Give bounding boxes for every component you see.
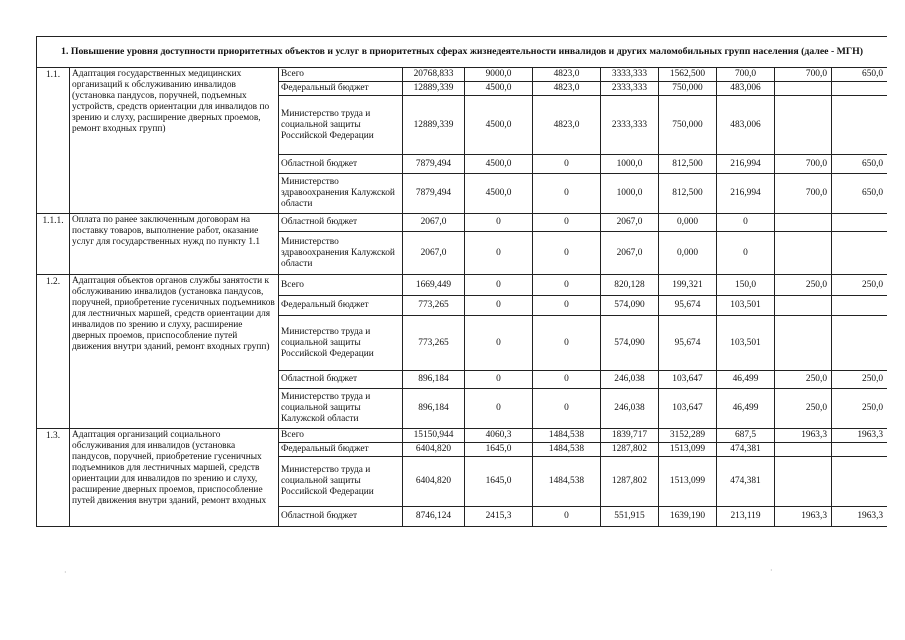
year-value-cell: 483,006 — [717, 96, 775, 155]
year-value-cell: 700,0 — [775, 155, 832, 174]
year-value-cell: 1513,099 — [659, 457, 717, 507]
year-value-cell: 95,674 — [659, 296, 717, 316]
year-value-cell: 0 — [533, 232, 601, 275]
year-value-cell — [832, 96, 888, 155]
total-value-cell: 8746,124 — [403, 507, 465, 527]
item-number: 1.1.1. — [37, 214, 70, 275]
year-value-cell: 46,499 — [717, 389, 775, 429]
year-value-cell: 0 — [717, 232, 775, 275]
year-value-cell — [832, 82, 888, 96]
total-value-cell: 12889,339 — [403, 82, 465, 96]
funding-source: Областной бюджет — [279, 214, 403, 232]
year-value-cell: 250,0 — [832, 371, 888, 389]
year-value-cell: 650,0 — [832, 174, 888, 214]
year-value-cell: 700,0 — [775, 174, 832, 214]
year-value-cell: 46,499 — [717, 371, 775, 389]
funding-source: Всего — [279, 275, 403, 296]
year-value-cell — [775, 232, 832, 275]
year-value-cell: 103,647 — [659, 371, 717, 389]
year-value-cell: 0 — [533, 155, 601, 174]
year-value-cell — [832, 316, 888, 371]
funding-source: Министерство здравоохранения Калужской области — [279, 174, 403, 214]
year-value-cell: 574,090 — [601, 296, 659, 316]
year-value-cell: 1963,3 — [832, 507, 888, 527]
table-row — [37, 275, 888, 296]
year-value-cell: 650,0 — [832, 155, 888, 174]
funding-source: Всего — [279, 68, 403, 82]
item-number: 1.3. — [37, 429, 70, 527]
year-value-cell: 0 — [533, 275, 601, 296]
budget-table — [36, 36, 887, 527]
scan-artifact: · — [64, 568, 67, 577]
year-value-cell — [832, 232, 888, 275]
year-value-cell: 250,0 — [775, 275, 832, 296]
year-value-cell — [832, 457, 888, 507]
item-description: Адаптация государственных медицинских организаций к обслуживанию инвалидов (установка пандусов, поручней, подъемных устройств, средств ориентации для инвалидов по зрению и слуху, расширение дверных проемов, ремонт входных групп) — [70, 68, 279, 214]
table-row — [37, 68, 888, 82]
year-value-cell: 2333,333 — [601, 96, 659, 155]
year-value-cell: 1645,0 — [465, 443, 533, 457]
funding-source: Областной бюджет — [279, 507, 403, 527]
funding-source: Министерство труда и социальной защиты Российской Федерации — [279, 96, 403, 155]
year-value-cell: 0 — [533, 507, 601, 527]
year-value-cell: 250,0 — [775, 389, 832, 429]
year-value-cell: 0 — [533, 371, 601, 389]
year-value-cell: 4823,0 — [533, 82, 601, 96]
funding-source: Областной бюджет — [279, 155, 403, 174]
funding-source: Всего — [279, 429, 403, 443]
year-value-cell: 0 — [533, 214, 601, 232]
funding-source: Министерство труда и социальной защиты Калужской области — [279, 389, 403, 429]
year-value-cell: 0 — [465, 232, 533, 275]
year-value-cell: 551,915 — [601, 507, 659, 527]
year-value-cell: 1000,0 — [601, 174, 659, 214]
year-value-cell: 1963,3 — [775, 507, 832, 527]
year-value-cell: 474,381 — [717, 457, 775, 507]
total-value-cell: 896,184 — [403, 389, 465, 429]
total-value-cell: 1669,449 — [403, 275, 465, 296]
year-value-cell: 0 — [465, 371, 533, 389]
year-value-cell: 2067,0 — [601, 214, 659, 232]
year-value-cell: 474,381 — [717, 443, 775, 457]
scan-artifact: · — [770, 566, 773, 575]
year-value-cell: 700,0 — [717, 68, 775, 82]
year-value-cell: 4500,0 — [465, 82, 533, 96]
funding-source: Областной бюджет — [279, 371, 403, 389]
year-value-cell — [775, 296, 832, 316]
item-description: Оплата по ранее заключенным договорам на поставку товаров, выполнение работ, оказание услуг для государственных нужд по пункту 1.1 — [70, 214, 279, 275]
year-value-cell: 1839,717 — [601, 429, 659, 443]
year-value-cell: 1562,500 — [659, 68, 717, 82]
table-row — [37, 429, 888, 443]
total-value-cell: 20768,833 — [403, 68, 465, 82]
budget-table-page — [36, 36, 887, 549]
year-value-cell: 2415,3 — [465, 507, 533, 527]
year-value-cell: 9000,0 — [465, 68, 533, 82]
year-value-cell: 213,119 — [717, 507, 775, 527]
year-value-cell: 0 — [465, 296, 533, 316]
year-value-cell: 650,0 — [832, 68, 888, 82]
year-value-cell: 0 — [533, 316, 601, 371]
year-value-cell: 812,500 — [659, 155, 717, 174]
total-value-cell: 15150,944 — [403, 429, 465, 443]
year-value-cell: 0 — [465, 316, 533, 371]
year-value-cell — [775, 82, 832, 96]
item-description: Адаптация организаций социального обслуживания для инвалидов (установка пандусов, поручней, приобретение гусеничных подъемников для лестничных маршей, средств ориентации для инвалидов по зрению и слуху, расширение дверных проемов, приспособление путей движения внутри зданий, ремонт входных — [70, 429, 279, 527]
year-value-cell: 95,674 — [659, 316, 717, 371]
year-value-cell: 1963,3 — [775, 429, 832, 443]
year-value-cell: 1484,538 — [533, 443, 601, 457]
funding-source: Министерство здравоохранения Калужской области — [279, 232, 403, 275]
year-value-cell: 103,647 — [659, 389, 717, 429]
funding-source: Федеральный бюджет — [279, 82, 403, 96]
year-value-cell: 199,321 — [659, 275, 717, 296]
total-value-cell: 2067,0 — [403, 232, 465, 275]
year-value-cell — [775, 214, 832, 232]
total-value-cell: 7879,494 — [403, 155, 465, 174]
section-title: 1. Повышение уровня доступности приоритетных объектов и услуг в приоритетных сферах жизнедеятельности инвалидов и других маломобильных групп населения (далее - МГН) — [37, 37, 888, 68]
year-value-cell: 1000,0 — [601, 155, 659, 174]
year-value-cell: 4060,3 — [465, 429, 533, 443]
year-value-cell: 4823,0 — [533, 96, 601, 155]
total-value-cell: 2067,0 — [403, 214, 465, 232]
year-value-cell: 246,038 — [601, 371, 659, 389]
year-value-cell: 750,000 — [659, 82, 717, 96]
year-value-cell: 150,0 — [717, 275, 775, 296]
item-number: 1.1. — [37, 68, 70, 214]
year-value-cell: 0 — [717, 214, 775, 232]
year-value-cell: 1287,802 — [601, 443, 659, 457]
year-value-cell: 4823,0 — [533, 68, 601, 82]
year-value-cell — [775, 96, 832, 155]
year-value-cell: 4500,0 — [465, 155, 533, 174]
table-row — [37, 214, 888, 232]
year-value-cell: 216,994 — [717, 174, 775, 214]
total-value-cell: 12889,339 — [403, 96, 465, 155]
year-value-cell: 2333,333 — [601, 82, 659, 96]
year-value-cell: 750,000 — [659, 96, 717, 155]
year-value-cell: 103,501 — [717, 316, 775, 371]
year-value-cell: 1963,3 — [832, 429, 888, 443]
year-value-cell: 250,0 — [832, 275, 888, 296]
year-value-cell: 250,0 — [832, 389, 888, 429]
funding-source: Федеральный бюджет — [279, 296, 403, 316]
item-number: 1.2. — [37, 275, 70, 429]
year-value-cell — [775, 316, 832, 371]
year-value-cell: 3333,333 — [601, 68, 659, 82]
year-value-cell: 0,000 — [659, 232, 717, 275]
year-value-cell: 574,090 — [601, 316, 659, 371]
year-value-cell: 103,501 — [717, 296, 775, 316]
year-value-cell: 1513,099 — [659, 443, 717, 457]
year-value-cell: 4500,0 — [465, 96, 533, 155]
year-value-cell — [775, 443, 832, 457]
year-value-cell: 1639,190 — [659, 507, 717, 527]
year-value-cell: 216,994 — [717, 155, 775, 174]
total-value-cell: 896,184 — [403, 371, 465, 389]
total-value-cell: 773,265 — [403, 296, 465, 316]
funding-source: Федеральный бюджет — [279, 443, 403, 457]
year-value-cell: 687,5 — [717, 429, 775, 443]
funding-source: Министерство труда и социальной защиты Российской Федерации — [279, 457, 403, 507]
year-value-cell: 483,006 — [717, 82, 775, 96]
year-value-cell: 0 — [465, 275, 533, 296]
year-value-cell — [832, 296, 888, 316]
year-value-cell: 1645,0 — [465, 457, 533, 507]
year-value-cell: 0 — [533, 389, 601, 429]
year-value-cell: 812,500 — [659, 174, 717, 214]
year-value-cell — [775, 457, 832, 507]
total-value-cell: 6404,820 — [403, 443, 465, 457]
year-value-cell — [832, 214, 888, 232]
year-value-cell: 1484,538 — [533, 457, 601, 507]
year-value-cell: 1287,802 — [601, 457, 659, 507]
total-value-cell: 6404,820 — [403, 457, 465, 507]
year-value-cell: 1484,538 — [533, 429, 601, 443]
year-value-cell: 820,128 — [601, 275, 659, 296]
section-header-row — [37, 37, 888, 68]
year-value-cell: 0 — [465, 389, 533, 429]
year-value-cell: 246,038 — [601, 389, 659, 429]
funding-source: Министерство труда и социальной защиты Российской Федерации — [279, 316, 403, 371]
item-description: Адаптация объектов органов службы занятости к обслуживанию инвалидов (установка пандусов, поручней, приобретение гусеничных подъемников для лестничных маршей, средств ориентации для инвалидов по зрению и слуху, расширение дверных проемов, приспособление путей движения внутри зданий, ремонт входных групп) — [70, 275, 279, 429]
year-value-cell: 3152,289 — [659, 429, 717, 443]
year-value-cell: 0 — [533, 296, 601, 316]
year-value-cell: 2067,0 — [601, 232, 659, 275]
year-value-cell — [832, 443, 888, 457]
year-value-cell: 700,0 — [775, 68, 832, 82]
year-value-cell: 0,000 — [659, 214, 717, 232]
total-value-cell: 773,265 — [403, 316, 465, 371]
year-value-cell: 0 — [533, 174, 601, 214]
year-value-cell: 4500,0 — [465, 174, 533, 214]
year-value-cell: 250,0 — [775, 371, 832, 389]
total-value-cell: 7879,494 — [403, 174, 465, 214]
year-value-cell: 0 — [465, 214, 533, 232]
